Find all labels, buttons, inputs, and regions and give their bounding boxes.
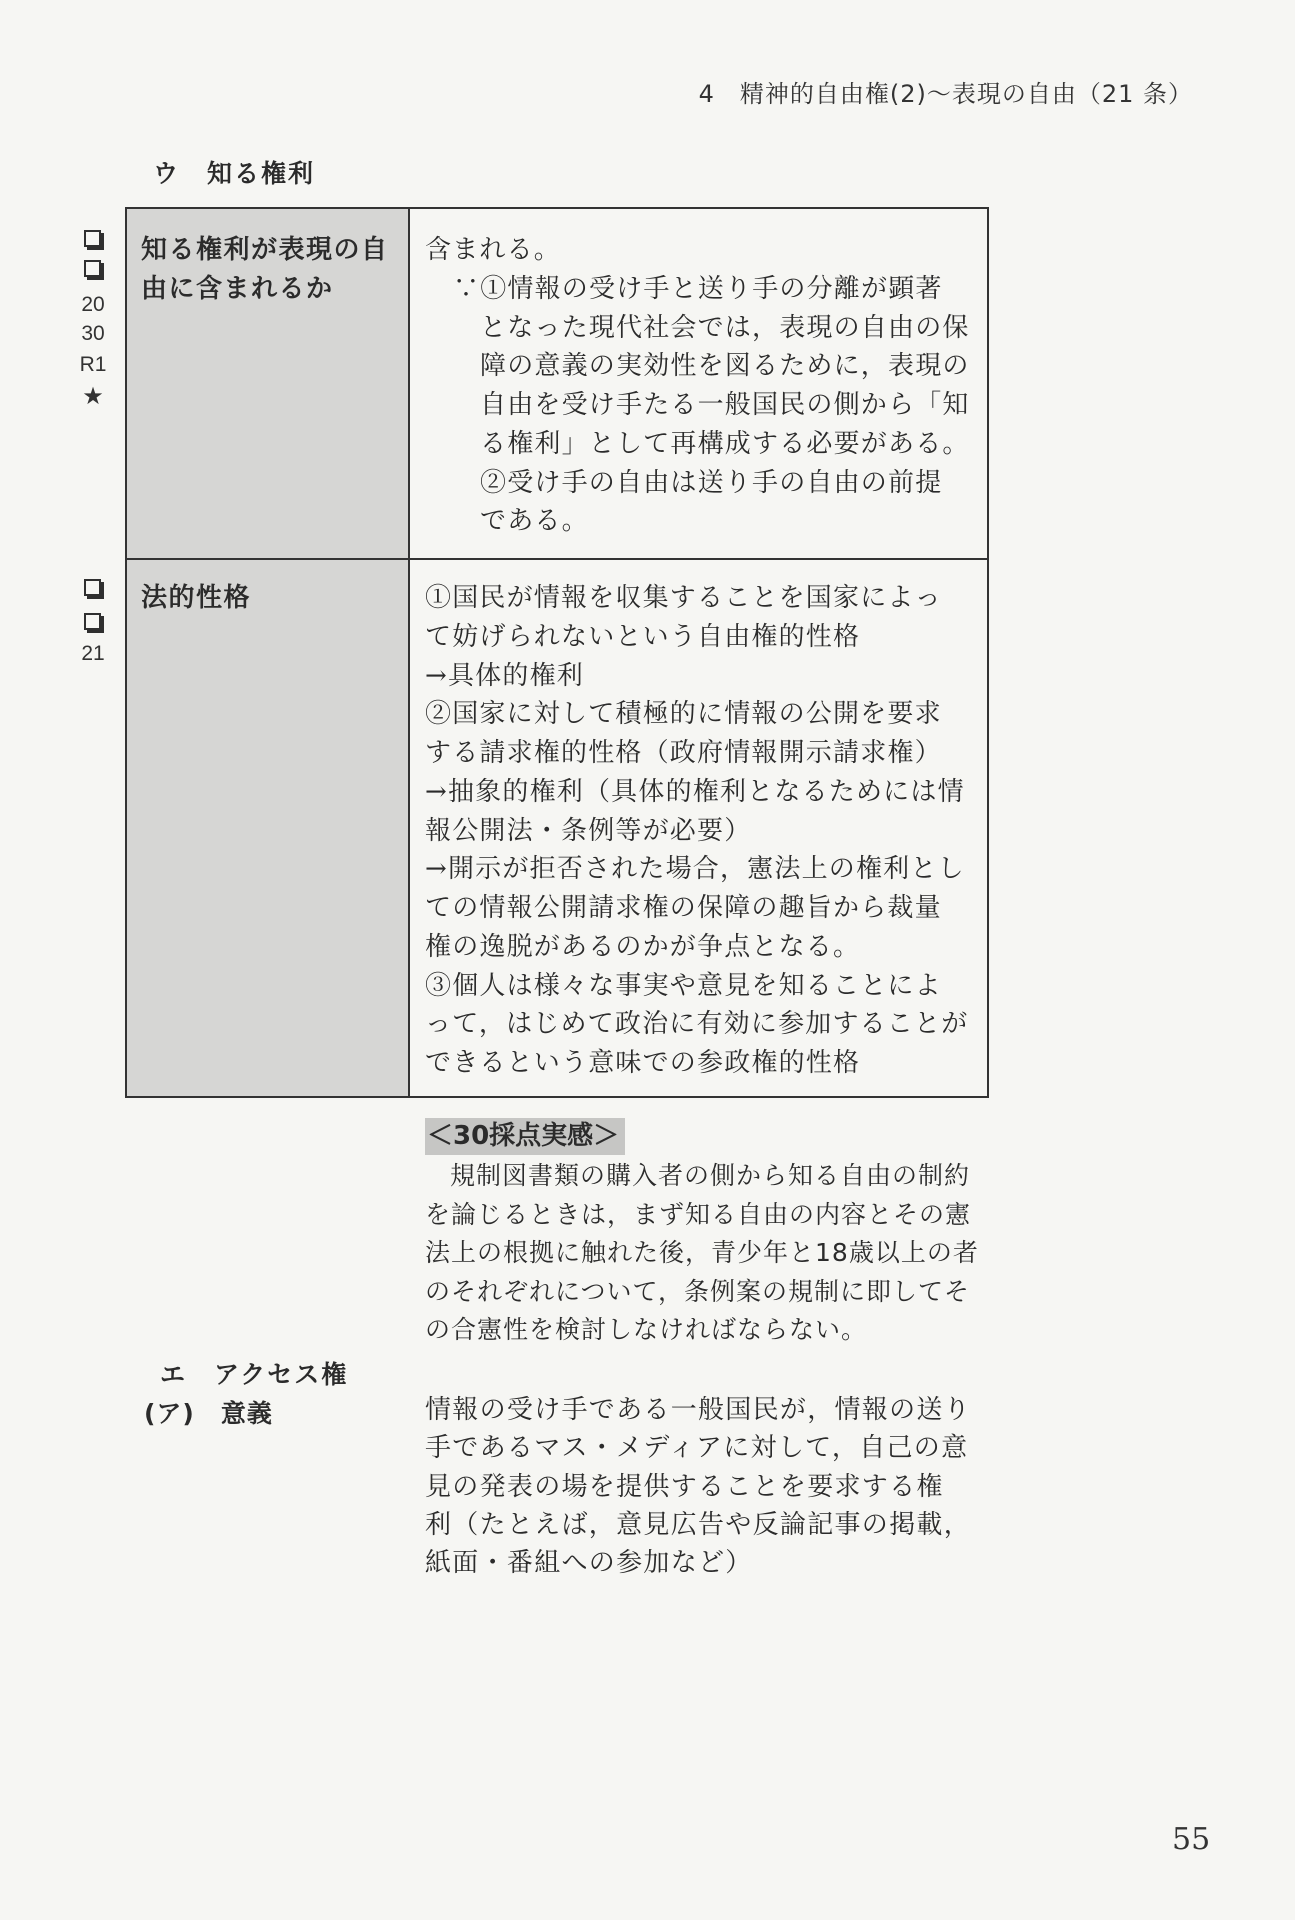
- content-line: 含まれる。: [425, 235, 562, 265]
- running-header: 4 精神的自由権(2)〜表現の自由（21 条）: [698, 80, 1193, 108]
- know-right-table: [125, 207, 989, 1098]
- content-line: る権利」として再構成する必要がある。: [480, 428, 970, 459]
- label-column: [127, 209, 410, 1096]
- content-line: →具体的権利: [425, 660, 584, 691]
- row-label-inclusion: [141, 231, 389, 309]
- row-content-legal-nature: [425, 579, 981, 1083]
- content-line: 見の発表の場を提供することを要求する権: [425, 1471, 944, 1502]
- content-line: って，はじめて政治に有効に参加することが: [425, 1009, 969, 1040]
- content-line: 障の意義の実効性を図るために，表現の: [480, 351, 970, 382]
- checkbox-icon: [84, 260, 101, 277]
- content-line: ①国民が情報を収集することを国家によっ: [425, 583, 942, 613]
- row-divider: [127, 558, 987, 560]
- checkbox-icon: [84, 579, 101, 596]
- exam-year-mark: 20: [81, 293, 105, 316]
- label-line: 由に含まれるか: [141, 274, 334, 304]
- content-line: ての情報公開請求権の保障の趣旨から裁量: [425, 893, 942, 923]
- content-line: ③個人は様々な事実や意見を知ることによ: [425, 970, 942, 1001]
- content-line: となった現代社会では，表現の自由の保: [480, 312, 970, 343]
- note-line: を論じるときは，まず知る自由の内容とその憲: [425, 1199, 972, 1229]
- checkbox-icon: [84, 613, 101, 630]
- subsection-heading-meaning: (ア) 意義: [144, 1399, 273, 1428]
- row-label-legal-nature: [141, 579, 251, 618]
- grading-note-body: [425, 1157, 985, 1350]
- content-line: である。: [480, 506, 589, 537]
- content-line: 手であるマス・メディアに対して，自己の意: [425, 1433, 969, 1464]
- note-line: 法上の根拠に触れた後，青少年と18歳以上の者: [425, 1238, 979, 1268]
- exam-year-mark: R1: [79, 353, 107, 376]
- content-line: 利（たとえば，意見広告や反論記事の掲載，: [425, 1509, 972, 1540]
- star-icon: ★: [82, 383, 104, 410]
- page-number: 55: [1172, 1822, 1211, 1857]
- exam-year-mark: 30: [81, 322, 105, 345]
- row-content-inclusion: [425, 231, 981, 541]
- content-line: 自由を受け手たる一般国民の側から「知: [480, 390, 970, 420]
- content-line: →開示が拒否された場合，憲法上の権利とし: [425, 854, 965, 885]
- checkbox-icon: [84, 230, 101, 247]
- exam-year-mark: 21: [81, 642, 105, 665]
- content-line: する請求権的性格（政府情報開示請求権）: [425, 738, 942, 768]
- content-line: て妨げられないという自由権的性格: [425, 621, 861, 652]
- note-line: 規制図書類の購入者の側から知る自由の制約: [450, 1161, 971, 1190]
- section-heading-know-right: ウ 知る権利: [153, 159, 316, 188]
- content-line: 情報の受け手である一般国民が，情報の送り: [425, 1395, 972, 1425]
- content-line: 紙面・番組への参加など）: [425, 1548, 753, 1578]
- section-heading-access-right: エ アクセス権: [160, 1360, 349, 1389]
- note-line: の合憲性を検討しなければならない。: [425, 1315, 868, 1345]
- content-line: できるという意味での参政権的性格: [425, 1048, 861, 1078]
- content-line: ②受け手の自由は送り手の自由の前提: [480, 467, 943, 498]
- grading-note-heading: ＜30採点実感＞: [425, 1118, 625, 1155]
- access-right-definition: [425, 1391, 985, 1582]
- label-line: 知る権利が表現の自: [141, 235, 389, 265]
- content-line: 権の逸脱があるのかが争点となる。: [425, 931, 861, 962]
- label-line: 法的性格: [141, 583, 252, 613]
- content-line: ∵①情報の受け手と送り手の分離が顕著: [453, 273, 943, 304]
- content-line: ②国家に対して積極的に情報の公開を要求: [425, 699, 942, 730]
- content-line: →抽象的権利（具体的権利となるためには情: [425, 776, 965, 807]
- note-line: のそれぞれについて，条例案の規制に即してそ: [425, 1276, 971, 1306]
- content-line: 報公開法・条例等が必要）: [425, 815, 752, 846]
